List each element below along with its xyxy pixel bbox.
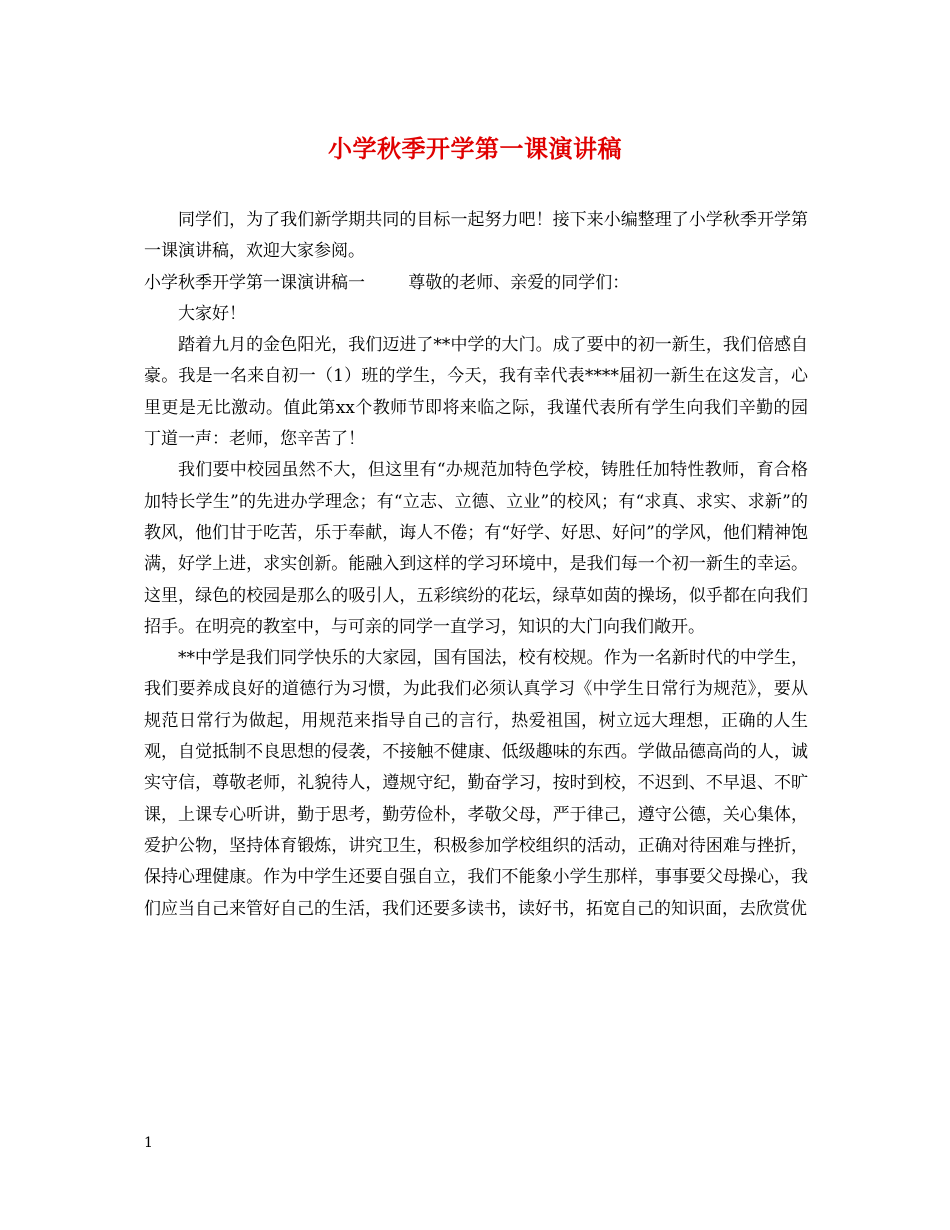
page-number: 1 (144, 1135, 153, 1151)
body-paragraph: **中学是我们同学快乐的大家园，国有国法，校有校规。作为一名新时代的中学生，我们要养成良好的道德行为习惯，为此我们必须认真学习《中学生日常行为规范》，要从规范日常行为做起，用规范来指导自己的言行，热爱祖国，树立远大理想，正确的人生观，自觉抵制不良思想的侵袭，不接触不健康、低级趣味的东西。学做品德高尚的人，诚实守信，尊敬老师，礼貌待人，遵规守纪，勤奋学习，按时到校，不迟到、不早退、不旷课，上课专心听讲，勤于思考，勤劳俭朴，孝敬父母，严于律己，遵守公德，关心集体，爱护公物，坚持体育锻炼，讲究卫生，积极参加学校组织的活动，正确对待困难与挫折，保持心理健康。作为中学生还要自强自立，我们不能象小学生那样，事事要父母操心，我们应当自己来管好自己的生活，我们还要多读书，读好书，拓宽自己的知识面，去欣赏优 (144, 648, 808, 919)
greeting-paragraph: 大家好！ (178, 303, 246, 324)
body-paragraph: 我们要中校园虽然不大，但这里有“办规范加特色学校，铸胜任加特性教师，育合格加特长学生”的先进办学理念；有“立志、立德、立业”的校风；有“求真、求实、求新”的教风，他们甘于吃苦，乐于奉献，诲人不倦；有“好学、好思、好问”的学风，他们精神饱满，好学上进，求实创新。能融入到这样的学习环境中，是我们每一个初一新生的幸运。这里，绿色的校园是那么的吸引人，五彩缤纷的花坛，绿草如茵的操场，似乎都在向我们招手。在明亮的教室中，与可亲的同学一直学习，知识的大门向我们敞开。 (144, 460, 808, 637)
document-body (144, 205, 808, 925)
intro-paragraph: 同学们，为了我们新学期共同的目标一起努力吧！接下来小编整理了小学秋季开学第一课演讲稿，欢迎大家参阅。 (144, 210, 808, 262)
body-paragraph: 踏着九月的金色阳光，我们迈进了**中学的大门。成了要中的初一新生，我们倍感自豪。我是一名来自初一（1）班的学生，今天，我有幸代表****届初一新生在这发言，心里更是无比激动。值此第xx个教师节即将来临之际，我谨代表所有学生向我们辛勤的园丁道一声：老师，您辛苦了！ (144, 335, 808, 450)
section-heading-line: 小学秋季开学第一课演讲稿一 尊敬的老师、亲爱的同学们： (144, 272, 630, 293)
document-title: 小学秋季开学第一课演讲稿 (328, 134, 622, 163)
